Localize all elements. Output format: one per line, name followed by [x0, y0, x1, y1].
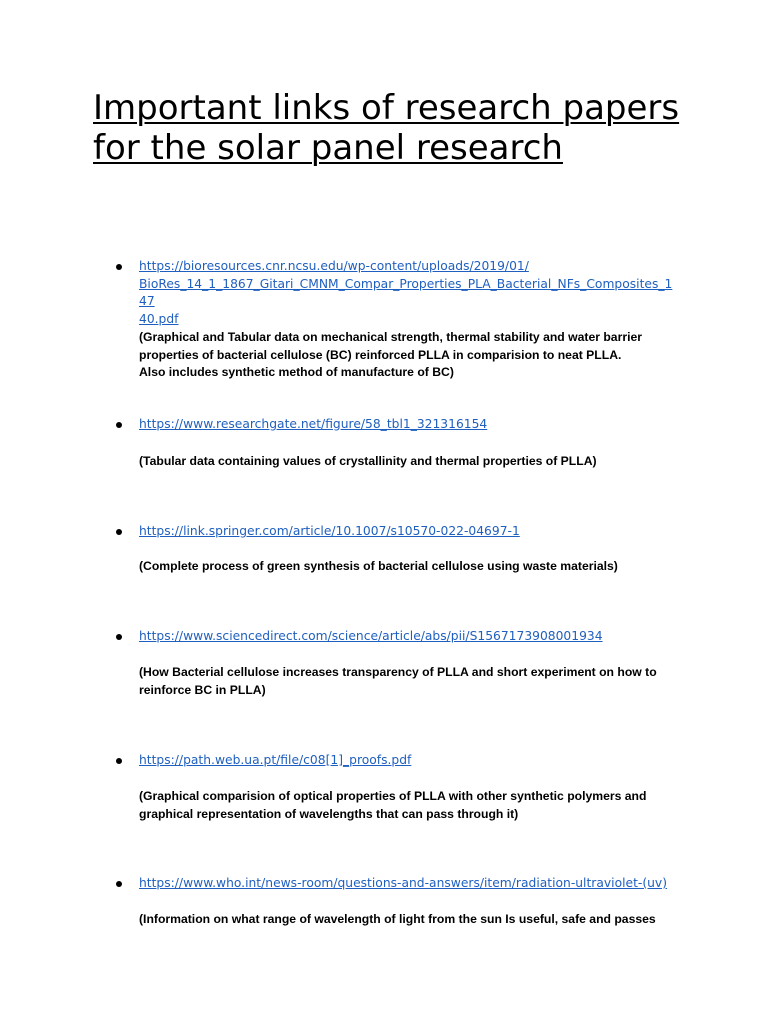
bullet-icon	[116, 881, 122, 887]
reference-description: (Graphical and Tabular data on mechanical strength, thermal stability and water barrier properties of bacterial cellulose (BC) reinforced PLLA in comparision to neat PLLA. Also includes synthetic method of manufacture of BC)	[139, 330, 642, 380]
reference-description: (Graphical comparision of optical properties of PLLA with other synthetic polymers and graphical representation of wavelengths that can pass through it)	[139, 789, 647, 821]
page-title: Important links of research papers for the solar panel research	[93, 88, 680, 168]
bullet-icon	[116, 758, 122, 764]
reference-description: (Complete process of green synthesis of bacterial cellulose using waste materials)	[139, 559, 618, 573]
reference-link[interactable]: https://bioresources.cnr.ncsu.edu/wp-content/uploads/2019/01/ BioRes_14_1_1867_Gitari_CMNM_Compar_Properties_PLA_Bacterial_NFs_Composites_147 40.pdf	[139, 259, 673, 326]
reference-link[interactable]: https://path.web.ua.pt/file/c08[1]_proofs.pdf	[139, 753, 412, 767]
bullet-icon	[116, 529, 122, 535]
bullet-icon	[116, 264, 122, 270]
bullet-icon	[116, 422, 122, 428]
reference-link[interactable]: https://link.springer.com/article/10.1007/s10570-022-04697-1	[139, 524, 520, 538]
reference-link[interactable]: https://www.sciencedirect.com/science/article/abs/pii/S1567173908001934	[139, 629, 603, 643]
reference-description: (Information on what range of wavelength of light from the sun Is useful, safe and passes	[139, 912, 656, 926]
reference-link[interactable]: https://www.who.int/news-room/questions-and-answers/item/radiation-ultraviolet-(uv)	[139, 876, 668, 890]
reference-description: (Tabular data containing values of crystallinity and thermal properties of PLLA)	[139, 454, 597, 468]
bullet-icon	[116, 634, 122, 640]
reference-description: (How Bacterial cellulose increases transparency of PLLA and short experiment on how to reinforce BC in PLLA)	[139, 665, 657, 697]
reference-link[interactable]: https://www.researchgate.net/figure/58_tbl1_321316154	[139, 417, 488, 431]
